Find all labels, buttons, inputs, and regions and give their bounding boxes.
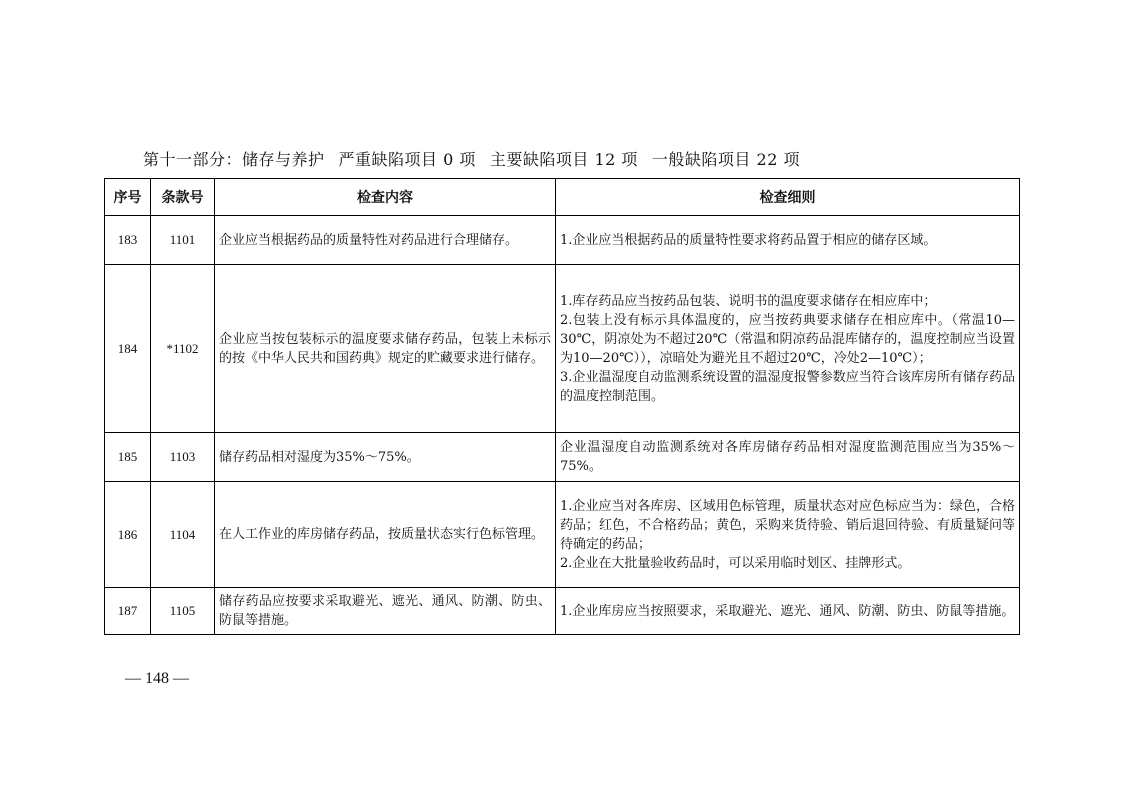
rule-item: 2.包装上没有标示具体温度的，应当按药典要求储存在相应库中。（常温10—30℃，阴凉处为不超过20℃（常温和阴凉药品混库储存的，温度控制应当设置为10—20℃）），凉暗处为避光且不超过20℃，冷处2—10℃）； [560,312,1015,366]
inspection-table [104,178,1020,635]
section-part-title: 第十一部分：储存与养护 [143,150,325,169]
row-content: 在人工作业的库房储存药品，按质量状态实行色标管理。 [215,482,556,588]
section-heading [143,147,800,170]
header-no: 序号 [105,179,151,216]
serious-defect-count: 严重缺陷项目 0 项 [338,150,476,169]
table-row [105,588,1020,635]
general-defect-count: 一般缺陷项目 22 项 [651,150,800,169]
row-rules [556,265,1020,433]
row-no: 184 [105,265,151,433]
rule-item: 1.企业应当对各库房、区域用色标管理，质量状态对应色标应当为：绿色，合格药品；红色，不合格药品；黄色，采购来货待验、销后退回待验、有质量疑问等待确定的药品； [560,498,1016,552]
row-clause: 1101 [151,216,215,265]
rule-item: 1.库存药品应当按药品包装、说明书的温度要求储存在相应库中； [560,293,937,309]
rule-item: 3.企业温湿度自动监测系统设置的温湿度报警参数应当符合该库房所有储存药品的温度控制范围。 [560,369,1015,404]
row-rules [556,588,1020,635]
row-no: 183 [105,216,151,265]
row-content: 企业应当根据药品的质量特性对药品进行合理储存。 [215,216,556,265]
row-rules [556,482,1020,588]
major-defect-count: 主要缺陷项目 12 项 [489,150,638,169]
page-number: — 148 — [125,670,189,687]
rule-item: 2.企业在大批量验收药品时，可以采用临时划区、挂牌形式。 [560,555,911,571]
row-clause: 1104 [151,482,215,588]
header-clause: 条款号 [151,179,215,216]
header-content: 检查内容 [215,179,556,216]
row-clause: 1103 [151,433,215,482]
row-clause: *1102 [151,265,215,433]
rule-item: 1.企业应当根据药品的质量特性要求将药品置于相应的储存区域。 [560,232,937,248]
row-clause: 1105 [151,588,215,635]
row-no: 186 [105,482,151,588]
rule-item: 1.企业库房应当按照要求，采取避光、遮光、通风、防潮、防虫、防鼠等措施。 [560,603,1015,619]
header-rules: 检查细则 [556,179,1020,216]
row-rules [556,216,1020,265]
table-header-row [105,179,1020,216]
table-row [105,265,1020,433]
table-row [105,216,1020,265]
row-content: 企业应当按包装标示的温度要求储存药品，包装上未标示的按《中华人民共和国药典》规定的贮藏要求进行储存。 [215,265,556,433]
rule-item: 企业温湿度自动监测系统对各库房储存药品相对湿度监测范围应当为35%～75%。 [560,440,1015,474]
row-rules [556,433,1020,482]
table-row [105,433,1020,482]
row-no: 187 [105,588,151,635]
table-row [105,482,1020,588]
row-no: 185 [105,433,151,482]
row-content: 储存药品应按要求采取避光、遮光、通风、防潮、防虫、防鼠等措施。 [215,588,556,635]
row-content: 储存药品相对湿度为35%～75%。 [215,433,556,482]
